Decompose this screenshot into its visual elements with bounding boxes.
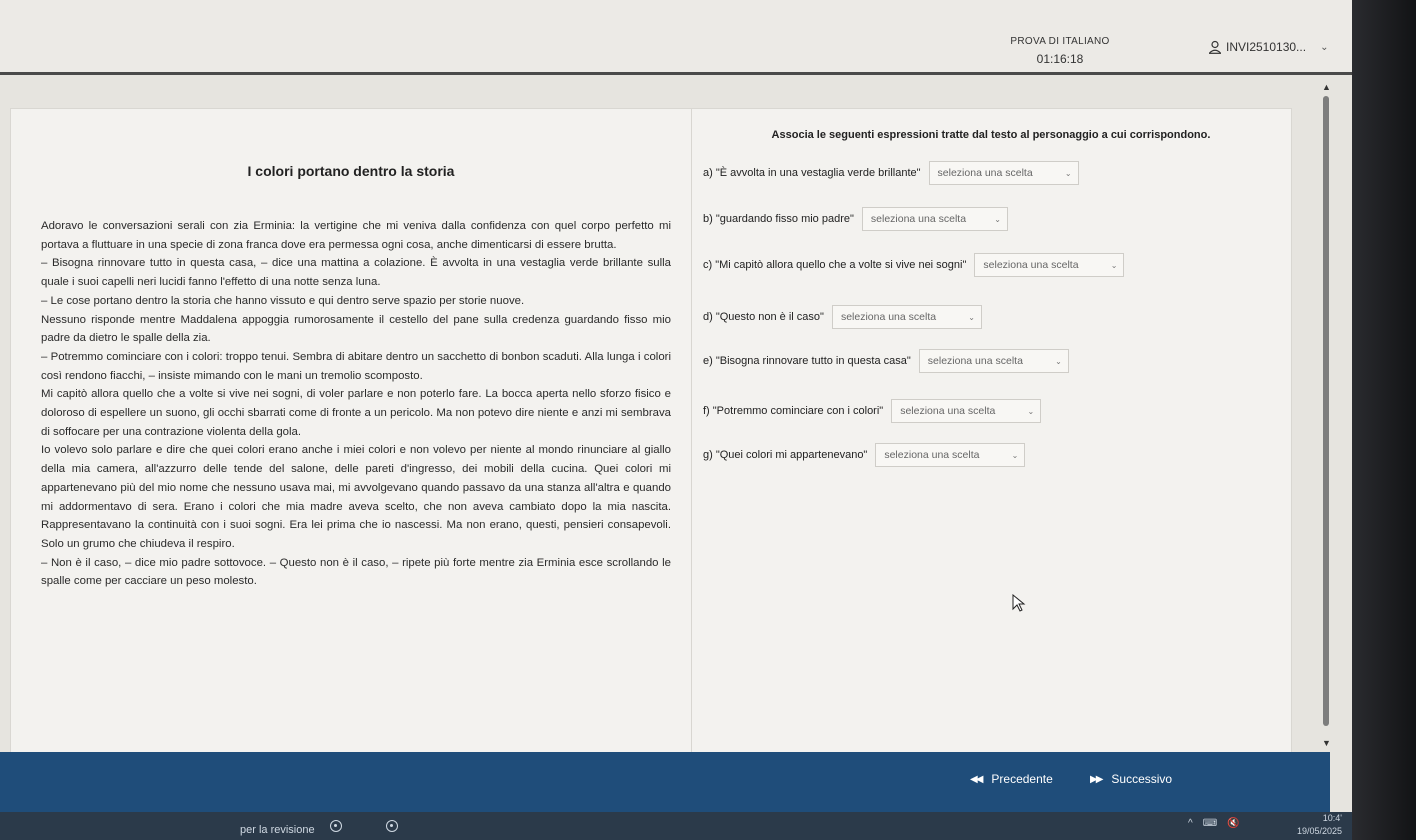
- match-select-e[interactable]: [919, 349, 1069, 373]
- match-select-c[interactable]: [974, 253, 1124, 277]
- mouse-cursor-icon: [1012, 594, 1026, 612]
- select-value: seleziona una scelta: [927, 355, 1023, 367]
- match-label-f: f) "Potremmo cominciare con i colori": [703, 405, 884, 417]
- monitor-bezel: [1352, 0, 1416, 840]
- text-title: I colori portano dentro la storia: [247, 163, 455, 179]
- header-bar: [0, 0, 1352, 75]
- reading-passage: [41, 217, 671, 591]
- taskbar: [0, 812, 1352, 840]
- next-button[interactable]: [1090, 772, 1172, 786]
- select-value: seleziona una scelta: [884, 449, 980, 461]
- match-label-b: b) "guardando fisso mio padre": [703, 213, 854, 225]
- match-row-a: [703, 161, 1079, 185]
- reading-text-pane: [11, 109, 692, 769]
- page-scrollbar[interactable]: [1320, 82, 1332, 748]
- select-value: seleziona una scelta: [900, 405, 996, 417]
- match-label-c: c) "Mi capitò allora quello che a volte si vive nei sogni": [703, 259, 967, 271]
- chevron-down-icon: ⌄: [1055, 356, 1062, 366]
- chevron-down-icon: ⌄: [1027, 406, 1035, 416]
- select-value: seleziona una scelta: [840, 311, 937, 323]
- passage-paragraph: – Potremmo cominciare con i colori: troppo tenui. Sembra di abitare dentro un sacchetto di bonbon scaduti. Alla lunga i colori così rendono fiacchi, – insiste mimando con le mani un tremolio scomposto.: [41, 350, 671, 382]
- select-value: seleziona una scelta: [870, 213, 967, 225]
- match-row-g: [703, 443, 1025, 467]
- scroll-up-arrow-icon[interactable]: ▲: [1322, 82, 1331, 92]
- match-label-g: g) "Quei colori mi appartenevano": [703, 449, 868, 461]
- next-label: Successivo: [1111, 772, 1173, 786]
- question-instruction: Associa le seguenti espressioni tratte dal testo al personaggio a cui corrispondono.: [771, 129, 1211, 141]
- clock-date: 19/05/2025: [1296, 826, 1342, 836]
- passage-paragraph: Nessuno risponde mentre Maddalena appoggia rumorosamente il cestello del pane sulla credenza guardando fisso mio padre da dietro le spalle della zia.: [41, 313, 671, 345]
- match-row-b: [703, 207, 1008, 231]
- match-select-d[interactable]: [832, 305, 982, 329]
- match-select-a[interactable]: [929, 161, 1079, 185]
- keyboard-icon[interactable]: ⌨: [1202, 818, 1218, 829]
- review-label[interactable]: per la revisione: [240, 824, 315, 836]
- exam-title: PROVA DI ITALIANO: [1010, 36, 1110, 47]
- match-row-e: [703, 349, 1069, 373]
- navigation-bar: [0, 752, 1330, 812]
- match-label-a: a) "È avvolta in una vestaglia verde brillante": [703, 167, 921, 179]
- match-row-f: [703, 399, 1041, 423]
- chevron-down-icon: ⌄: [1320, 41, 1329, 53]
- passage-paragraph: Io volevo solo parlare e dire che quei colori erano anche i miei colori e non volevo per niente al mondo rinunciare al giallo della mia camera, all'azzurro delle tende del salone, delle pareti d'ingresso, dei mobili della cucina. Quei colori mi appartenevano più del mio nome che nessuno usava mai, mi avvolgevano quando passavo da una stanza all'altra e quando mi addormentavo di sera. Erano i colori che mia madre aveva scelto, che non aveva cambiato dopo la mia nascita. Rappresentavano la continuità con i suoi sogni. Era lei prima che io nascessi. Ma non erano, questi, pensieri consapevoli. Solo un grumo che chiudeva il respiro.: [41, 444, 671, 550]
- match-select-b[interactable]: [862, 207, 1008, 231]
- record-icon[interactable]: [386, 820, 398, 832]
- rewind-icon: ◀◀: [970, 773, 982, 785]
- match-label-e: e) "Bisogna rinnovare tutto in questa casa": [703, 355, 911, 367]
- match-label-d: d) "Questo non è il caso": [703, 311, 824, 323]
- user-menu[interactable]: [1208, 40, 1328, 54]
- passage-paragraph: Mi capitò allora quello che a volte si vive nei sogni, di voler parlare e non poterlo fare. La bocca aperta nello sforzo fisico e doloroso di espellere un suono, gli occhi sbarrati come di fronte a un pericolo. Ma non potevo dire niente e anzi mi sembrava di soffocare per una contrazione violenta della gola.: [41, 388, 671, 438]
- passage-paragraph: – Le cose portano dentro la storia che hanno vissuto e qui dentro serve spazio per storie nuove.: [41, 294, 525, 307]
- system-tray: [1188, 818, 1240, 829]
- clock-icon[interactable]: [330, 820, 342, 832]
- previous-label: Precedente: [991, 772, 1053, 786]
- chevron-down-icon: ⌄: [968, 312, 975, 322]
- exam-timer: 01:16:18: [1036, 52, 1084, 66]
- fast-forward-icon: ▶▶: [1090, 773, 1102, 785]
- passage-paragraph: – Non è il caso, – dice mio padre sottovoce. – Questo non è il caso, – ripete più forte mentre zia Erminia esce scrollando le spalle come per cacciare un peso molesto.: [41, 556, 671, 588]
- chevron-down-icon: ⌄: [1110, 260, 1118, 270]
- question-card: [10, 108, 1292, 770]
- user-id: INVI2510130...: [1226, 40, 1307, 54]
- chevron-down-icon: ⌄: [994, 214, 1001, 224]
- system-clock[interactable]: [1282, 812, 1342, 838]
- scrollbar-thumb[interactable]: [1323, 96, 1329, 726]
- match-select-f[interactable]: [891, 399, 1041, 423]
- speaker-muted-icon[interactable]: 🔇: [1227, 818, 1240, 829]
- passage-paragraph: – Bisogna rinnovare tutto in questa casa, – dice una mattina a colazione. È avvolta in una vestaglia verde brillante sulla quale i suoi capelli neri lucidi fanno l'effetto di una notte senza luna.: [41, 257, 671, 289]
- match-row-c: [703, 253, 1124, 277]
- select-value: seleziona una scelta: [983, 259, 1079, 271]
- match-row-d: [703, 305, 982, 329]
- previous-button[interactable]: [970, 772, 1053, 786]
- select-value: seleziona una scelta: [937, 167, 1033, 179]
- match-select-g[interactable]: [875, 443, 1025, 467]
- clock-time: 10:4': [1322, 813, 1342, 823]
- scroll-down-arrow-icon[interactable]: ▼: [1322, 738, 1331, 748]
- matching-question-pane: [691, 109, 1291, 769]
- passage-paragraph: Adoravo le conversazioni serali con zia Erminia: la vertigine che mi veniva dalla confidenza con quel corpo perfetto mi portava a fluttuare in una specie di zona franca dove era permessa ogni cosa, anche dimenticarsi di essere brutta.: [41, 220, 671, 251]
- chevron-up-icon[interactable]: ^: [1188, 818, 1193, 829]
- chevron-down-icon: ⌄: [1011, 450, 1019, 460]
- chevron-down-icon: ⌄: [1064, 168, 1072, 178]
- user-icon: [1208, 40, 1222, 54]
